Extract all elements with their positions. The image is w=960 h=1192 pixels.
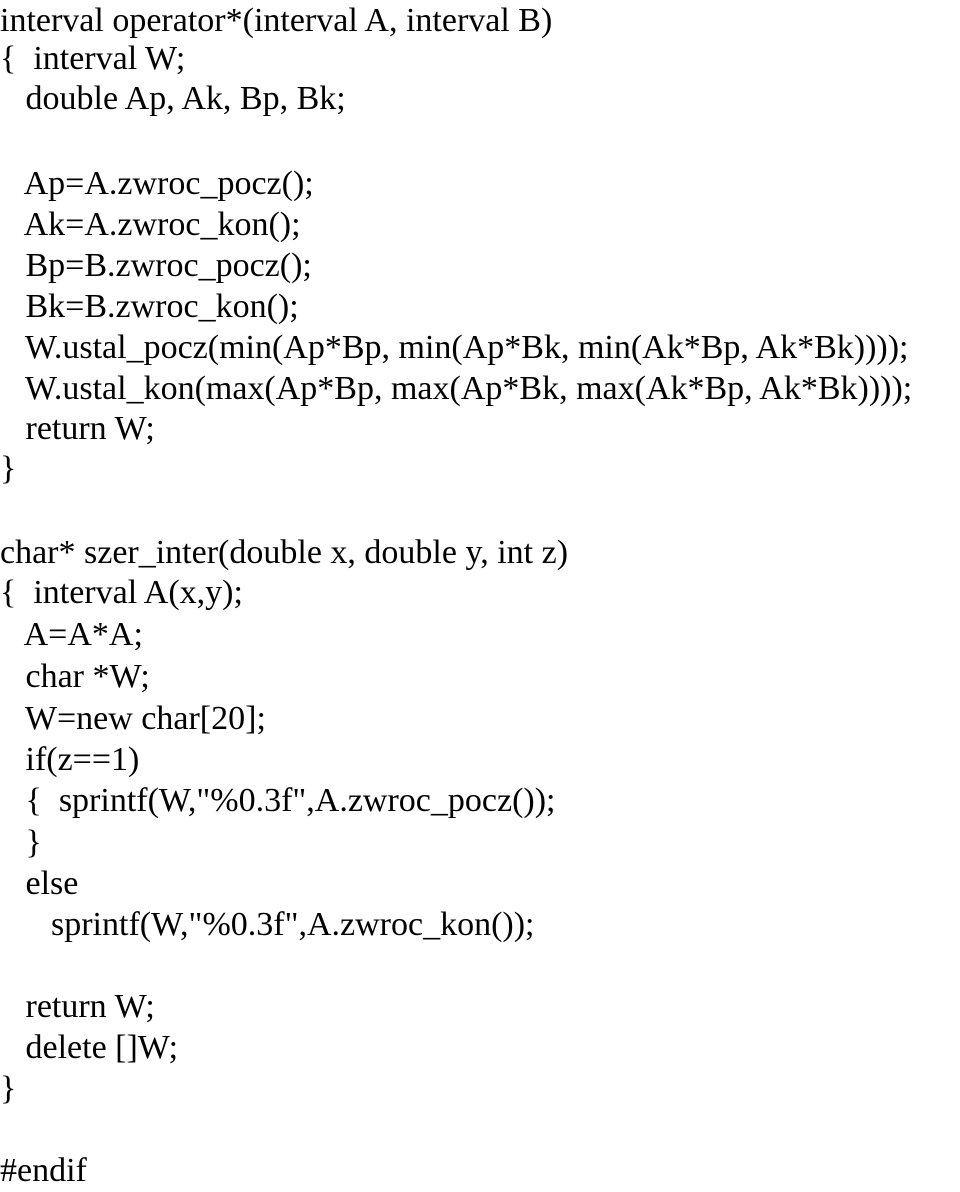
code-line: Ak=A.zwroc_kon(); [0, 206, 301, 243]
code-line: char *W; [0, 658, 150, 695]
code-line: interval operator*(interval A, interval B) [0, 2, 553, 39]
code-line: Bp=B.zwroc_pocz(); [0, 247, 312, 284]
code-line: W=new char[20]; [0, 700, 266, 737]
code-line: { sprintf(W,"%0.3f",A.zwroc_pocz()); [0, 782, 556, 819]
code-line: return W; [0, 988, 155, 1025]
code-line: #endif [0, 1152, 87, 1189]
code-line: { interval W; [0, 40, 186, 77]
code-line: Ap=A.zwroc_pocz(); [0, 165, 314, 202]
code-line: Bk=B.zwroc_kon(); [0, 288, 299, 325]
code-line: if(z==1) [0, 741, 140, 778]
code-line: W.ustal_pocz(min(Ap*Bp, min(Ap*Bk, min(Ak*Bp, Ak*Bk)))); [0, 329, 909, 366]
code-line: sprintf(W,"%0.3f",A.zwroc_kon()); [0, 906, 535, 943]
code-line: { interval A(x,y); [0, 574, 243, 611]
code-line: A=A*A; [0, 616, 143, 653]
code-line: return W; [0, 410, 155, 447]
code-line: W.ustal_kon(max(Ap*Bp, max(Ap*Bk, max(Ak*Bp, Ak*Bk)))); [0, 370, 913, 407]
code-line: } [0, 824, 42, 861]
code-line: delete []W; [0, 1029, 179, 1066]
code-line: char* szer_inter(double x, double y, int z) [0, 534, 569, 571]
code-line: else [0, 865, 79, 902]
code-line: double Ap, Ak, Bp, Bk; [0, 80, 346, 117]
code-line: } [0, 450, 17, 487]
code-line: } [0, 1070, 17, 1107]
